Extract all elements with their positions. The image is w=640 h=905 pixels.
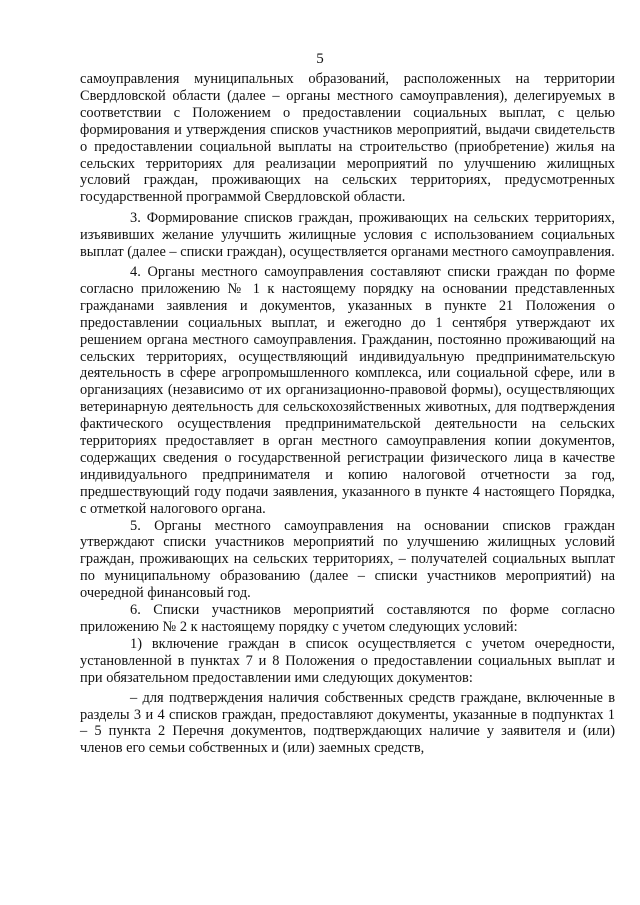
paragraph-6: 6. Списки участников мероприятий составляются по форме согласно приложению № 2 к настоящему порядку с учетом следующих условий: (80, 602, 615, 635)
document-body (80, 71, 615, 757)
paragraph-5: 5. Органы местного самоуправления на основании списков граждан утверждают списки участников мероприятий по улучшению жилищных условий граждан, проживающих на сельских территориях, – получателей социальных выплат по муниципальному образованию (далее – списки участников мероприятий) на очередной финансовый год. (80, 517, 615, 602)
paragraph-6-item-1-dash: – для подтверждения наличия собственных средств граждане, включенные в разделы 3 и 4 списков граждан, предоставляют документы, указанные в подпунктах 1 – 5 пункта 2 Перечня документов, подтверждающих наличие у заявителя и (или) членов его семьи собственных и (или) заемных средств, (80, 689, 615, 757)
paragraph-6-item-1: 1) включение граждан в список осуществляется с учетом очередности, установленной в пунктах 7 и 8 Положения о предоставлении социальных выплат и при обязательном предоставлении ими следующих документов: (80, 635, 615, 686)
paragraph-continuation: самоуправления муниципальных образований, расположенных на территории Свердловской области (далее – органы местного самоуправления), делегируемых в соответствии с Положением о предоставлении социальных выплат, с целью формирования и утверждения списков участников мероприятий, выдачи свидетельств о предоставлении социальной выплаты на строительство (приобретение) жилья на сельских территориях для реализации мероприятий по улучшению жилищных условий граждан, проживающих на сельских территориях, предусмотренных государственной программой Свердловской области. (80, 71, 615, 206)
paragraph-4: 4. Органы местного самоуправления составляют списки граждан по форме согласно приложению № 1 к настоящему порядку на основании представленных гражданами заявления и документов, указанных в пункте 21 Положения о предоставлении социальных выплат, и ежегодно до 1 сентября утверждают их решением органа местного самоуправления. Гражданин, постоянно проживающий на сельских территориях, осуществляющий индивидуальную предпринимательскую деятельность в сфере агропромышленного комплекса, или социальной сфере, или в организациях (независимо от их организационно-правовой формы), осуществляющих ветеринарную деятельность для сельскохозяйственных животных, для подтверждения фактического осуществления предпринимательской деятельности на сельских территориях предоставляет в орган местного самоуправления копии документов, содержащих сведения о государственной регистрации физического лица в качестве индивидуального предпринимателя и копию налоговой отчетности за год, предшествующий году подачи заявления, указанного в пункте 4 настоящего Порядка, с отметкой налогового органа. (80, 263, 615, 517)
paragraph-3: 3. Формирование списков граждан, проживающих на сельских территориях, изъявивших желание улучшить жилищные условия с использованием социальных выплат (далее – списки граждан), осуществляется органами местного самоуправления. (80, 210, 615, 261)
page-number: 5 (316, 51, 324, 67)
